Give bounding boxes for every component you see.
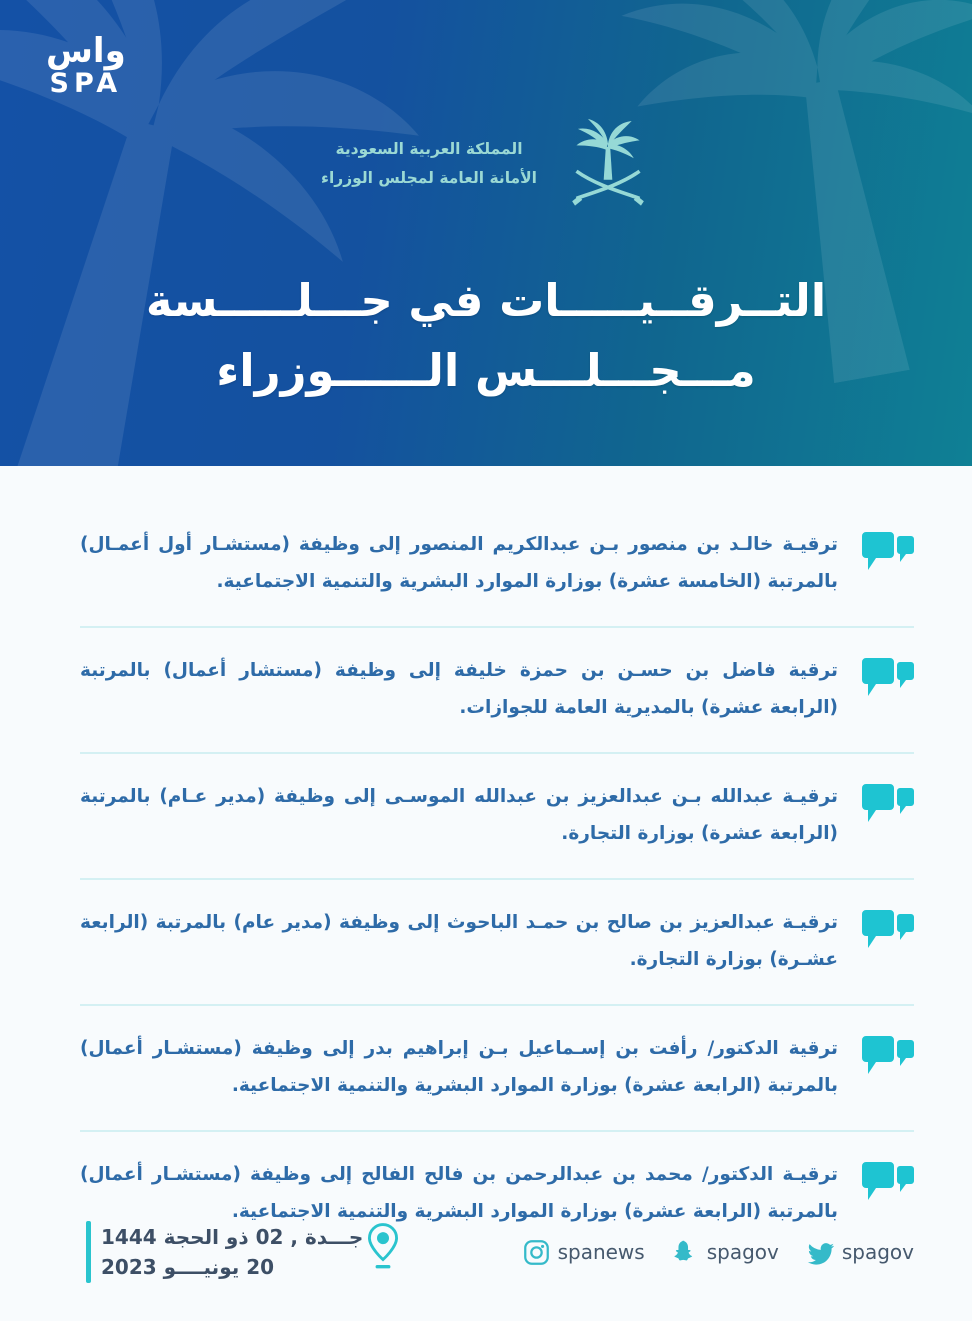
promotion-text: ترقيـة الدكتور/ محمد بن عبدالرحمن بن فالح الفالح إلى وظيفة (مستشـار أعمال) بالمرتبة (الرابعة عشرة) بوزارة الموارد البشرية والتنمية الاجتماعية.	[80, 1164, 838, 1222]
accent-bar	[86, 1221, 91, 1283]
social-instagram[interactable]	[523, 1239, 645, 1266]
quote-icon	[858, 904, 914, 950]
date-gregorian: 20 يونيــــو 2023	[101, 1255, 275, 1279]
spa-logo	[46, 31, 126, 99]
promotion-text: ترقيـة عبدالله بـن عبدالعزيز بن عبدالله الموسـى إلى وظيفة (مدير عـام) بالمرتبة (الرابعة عشرة) بوزارة التجارة.	[80, 786, 838, 844]
promotion-text: ترقية الدكتور/ رأفت بن إسـماعيل بـن إبراهيم بدر إلى وظيفة (مستشـار أعمال) بالمرتبة (الرابعة عشرة) بوزارة الموارد البشرية والتنمية الاجتماعية.	[80, 1038, 838, 1096]
promotion-item-1	[80, 502, 914, 628]
twitter-handle: spagov	[841, 1240, 914, 1264]
promotion-text: ترقية فاضل بن حسـن بن حمزة خليفة إلى وظيفة (مستشار أعمال) بالمرتبة (الرابعة عشرة) بالمديرية العامة للجوازات.	[80, 660, 838, 718]
title-line1: التــرقــيـــــات في جـــلـــــسة	[145, 274, 827, 327]
date-hijri: جـــدة , 02 ذو الحجة 1444	[101, 1225, 364, 1249]
emblem-org-line1: المملكة العربية السعودية	[335, 139, 523, 158]
promotion-item-4	[80, 880, 914, 1006]
palm-swords-icon	[565, 118, 651, 210]
promotion-item-2	[80, 628, 914, 754]
emblem-org-line2: الأمانة العامة لمجلس الوزراء	[321, 169, 537, 187]
social-twitter[interactable]	[805, 1238, 914, 1267]
snapchat-handle: spagov	[706, 1240, 779, 1264]
instagram-handle: spanews	[557, 1240, 645, 1264]
promotion-item-5	[80, 1006, 914, 1132]
quote-icon	[858, 526, 914, 572]
government-emblem	[0, 118, 972, 210]
promotion-text: ترقيـة خالـد بن منصور بـن عبدالكريم المنصور إلى وظيفة (مستشـار أول أعمـال) بالمرتبة (الخامسة عشرة) بوزارة الموارد البشرية والتنمية الاجتماعية.	[80, 534, 838, 592]
footer	[0, 1221, 972, 1283]
spa-logo-latin: SPA	[49, 67, 123, 99]
promotions-list	[80, 502, 914, 1256]
spa-logo-arabic: واس	[46, 31, 126, 71]
page-title	[0, 266, 972, 406]
quote-icon	[858, 778, 914, 824]
social-snapchat[interactable]	[671, 1238, 779, 1266]
quote-icon	[858, 652, 914, 698]
quote-icon	[858, 1156, 914, 1202]
date-block	[86, 1221, 363, 1283]
promotion-item-3	[80, 754, 914, 880]
promotion-text: ترقيـة عبدالعزيز بن صالح بن حمـد الباحوث إلى وظيفة (مدير عام) بالمرتبة (الرابعة عشـرة) بوزارة التجارة.	[80, 912, 838, 970]
header-banner	[0, 0, 972, 466]
quote-icon	[858, 1030, 914, 1076]
location-pin-icon	[363, 1221, 403, 1271]
title-line2: مـــجـــلـــس الــــــوزراء	[216, 343, 756, 397]
social-links	[523, 1238, 914, 1267]
emblem-text	[321, 135, 537, 194]
